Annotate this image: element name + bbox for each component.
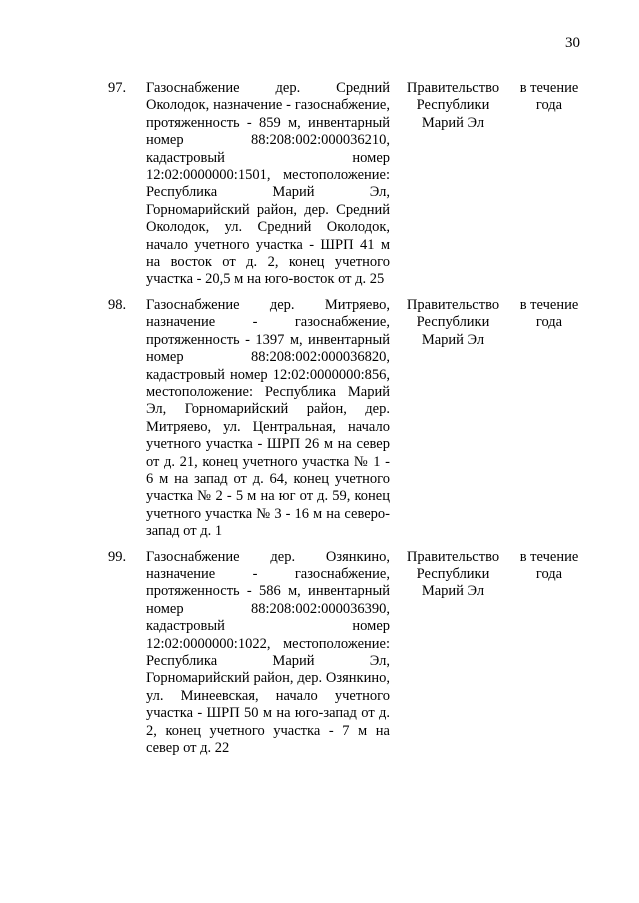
table-row (108, 80, 588, 289)
row-number: 99. (108, 548, 127, 565)
row-description: Газоснабжение дер. Средний Околодок, назначение - газоснабжение, протяженность - 859 м, инвентарный номер 88:208:002:000036210, кадастровый номер 12:02:0000000:1501, местоположение: Республика Марий Эл, Горномарийский район, дер. Средний Околодок, ул. Средний Околодок, начало учетного участка - ШРП 41 м на восток от д. 2, конец учетного участка - 20,5 м на юго-восток от д. 25 (146, 80, 390, 288)
row-organization: Правительство Республики Марий Эл (406, 296, 500, 348)
row-number: 97. (108, 80, 127, 96)
table-row (108, 297, 588, 541)
property-table (108, 80, 588, 757)
row-term: в течение года (519, 548, 579, 582)
row-term: в течение года (519, 296, 579, 331)
row-description: Газоснабжение дер. Митряево, назначение - газоснабжение, протяженность - 1397 м, инвентарный номер 88:208:002:000036820, кадастровый номер 12:02:0000000:856, местоположение: Республика Марий Эл, Горномарийский район, дер. Митряево, ул. Центральная, начало учетного участка - ШРП 26 м на север от д. 21, конец учетного участка № 1 - 6 м на запад от д. 64, конец учетного участка № 2 - 5 м на юг от д. 59, конец учетного участка № 3 - 16 м на северо-запад от д. 1 (146, 296, 390, 540)
row-number: 98. (108, 296, 127, 313)
row-organization: Правительство Республики Марий Эл (406, 548, 500, 600)
page-number: 30 (565, 35, 580, 51)
table-row (108, 549, 588, 758)
row-description: Газоснабжение дер. Озянкино, назначение - газоснабжение, протяженность - 586 м, инвентарный номер 88:208:002:000036390, кадастровый номер 12:02:0000000:1022, местоположение: Республика Марий Эл, Горномарийский район, дер. Озянкино, ул. Минеевская, начало учетного участка - ШРП 50 м на юго-запад от д. 2, конец учетного участка - 7 м на север от д. 22 (146, 548, 390, 757)
row-organization: Правительство Республики Марий Эл (406, 80, 500, 131)
row-term: в течение года (519, 80, 579, 114)
